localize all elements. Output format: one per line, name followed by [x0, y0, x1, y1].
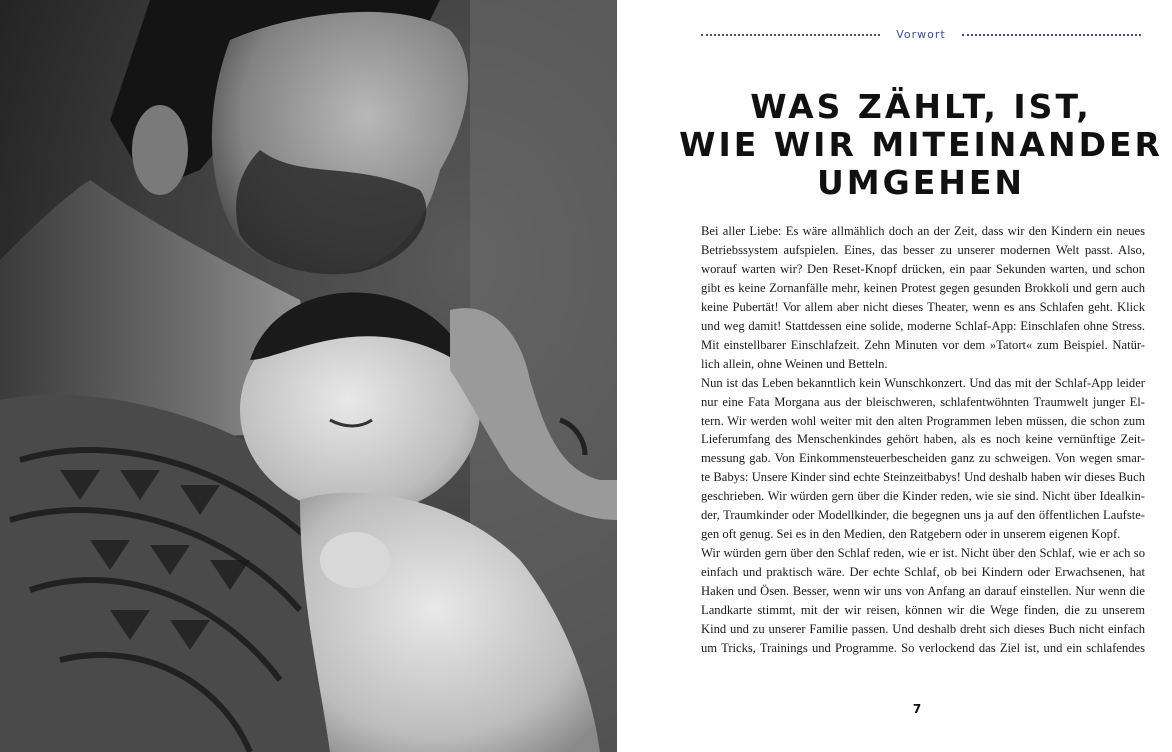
body-line: Mit einstellbarer Einschlafzeit. Zehn Minuten vor dem »Tatort« zum Beispiel. Natür-	[701, 337, 1145, 352]
title-line: WIE WIR MITEINANDER	[679, 125, 1163, 164]
body-text	[701, 222, 1145, 658]
section-label: Vorwort	[896, 27, 946, 41]
body-line: keine Pubertät! Vor allem aber nicht dieses Theater, wenn es ans Schlafen geht. Klick	[701, 299, 1145, 314]
body-line: um Tricks, Trainings und Programme. So verlockend das Ziel ist, und ein schlafendes	[701, 640, 1145, 655]
body-line: nur eine Fata Morgana aus der bleischweren, schlafentwöhnten Traumwelt junger El-	[701, 394, 1145, 409]
body-line: lich allein, ohne Weinen und Betteln.	[701, 356, 888, 371]
body-line: gibt es keine Zornanfälle mehr, keinen Protest gegen gesunden Brokkoli und gern auch	[701, 280, 1145, 295]
body-line: Landkarte stimmt, mit der wir reisen, können wir die Wege finden, die zu unserem	[701, 603, 1145, 618]
page-number: 7	[912, 702, 922, 716]
body-line: Bei aller Liebe: Es wäre allmählich doch an der Zeit, dass wir den Kindern ein neues	[701, 224, 1145, 238]
title-line: UMGEHEN	[816, 163, 1026, 202]
body-line: einfach und praktisch wäre. Der echte Schlaf, ob bei Kindern oder Erwachsenen, hat	[701, 565, 1145, 580]
body-line: und weg damit! Stattdessen eine solide, moderne Schlaf-App: Einschlafen ohne Stress.	[701, 318, 1145, 333]
body-line: worauf warten wir? Den Reset-Knopf drücken, ein paar Sekunden warten, und schon	[701, 261, 1145, 276]
body-line: Kind und zu unserer Familie passen. Und deshalb dreht sich dieses Buch nicht einfach	[701, 622, 1145, 637]
body-line: Betriebssystem aufspielen. Eines, das besser zu unserer modernen Welt passt. Also,	[701, 242, 1145, 257]
chapter-title	[657, 88, 1172, 202]
dotted-rule-right	[962, 34, 1141, 36]
body-line: Wir würden gern über den Schlaf reden, wie er ist. Nicht über den Schlaf, wie er ach so	[701, 546, 1145, 561]
body-line: Nun ist das Leben bekanntlich kein Wunschkonzert. Und das mit der Schlaf-App leider	[701, 375, 1145, 390]
body-line: gen oft genug. Sei es in den Medien, den Ratgebern oder in unserem eigenen Kopf.	[701, 527, 1121, 542]
dotted-rule-left	[701, 34, 880, 36]
body-line: tern. Wir werden wohl weiter mit den alten Programmen leben müssen, die schon zum	[701, 413, 1145, 428]
body-line: Lieferumfang des Menschenkindes gehört haben, als es noch keine vernünftige Zeit-	[701, 432, 1145, 447]
body-line: te Babys: Unsere Kinder sind echte Steinzeitbabys! Und deshalb haben wir dieses Buch	[701, 470, 1145, 485]
title-line: WAS ZÄHLT, IST,	[750, 87, 1092, 126]
body-line: messung gab. Von Einkommensteuerbescheiden ganz zu schweigen. Von wegen smar-	[701, 451, 1145, 466]
body-line: Haken und Ösen. Besser, wenn wir uns von Anfang an darauf einstellen. Nur wenn die	[701, 584, 1145, 599]
text-page	[617, 0, 1172, 752]
body-line: der, Traumkinder oder Modellkinder, die begegnen uns ja auf den öffentlichen Laufste-	[701, 508, 1145, 523]
body-line: geschrieben. Wir würden gern über die Kinder reden, wie sie sind. Nicht über Idealkin-	[701, 489, 1145, 504]
running-head	[701, 26, 1141, 42]
